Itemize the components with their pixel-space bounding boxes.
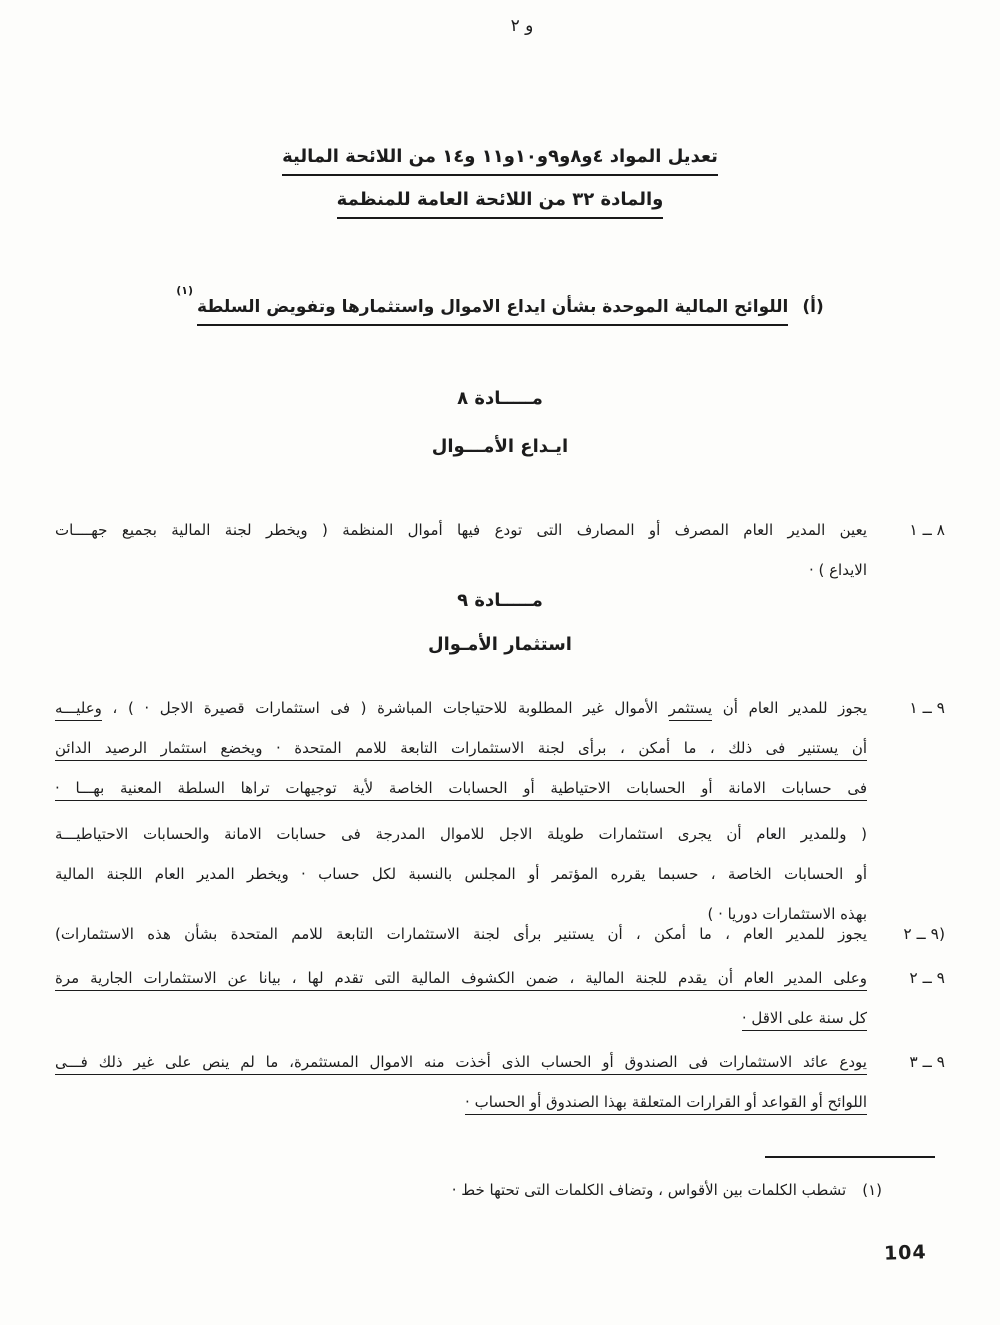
footnote-reference-1: (١) [176, 284, 194, 297]
clause-9-3-body [55, 1042, 867, 1122]
clause-9-3 [55, 1042, 945, 1122]
clause-9-2-number: ٩ ــ ٢ [909, 969, 945, 987]
clause-8-1-line-2: الايداع ) · [808, 561, 867, 579]
title-line-2-wrap [0, 189, 1000, 219]
clause-9-2-line-1 [55, 958, 867, 998]
article-9-heading: مـــــادة ٩ [457, 590, 543, 611]
clause-9-1-seg-3: الأموال غير المطلوبة للاحتياجات المباشرة ( فى استثمارات قصيرة الاجل · ) ، [101, 699, 669, 717]
clause-9-1 [55, 688, 945, 934]
clause-9-3-line-2-underlined: اللوائح أو القواعد أو القرارات المتعلقة بهذا الصندوق أو الحساب · [465, 1093, 867, 1115]
clause-9-2-deleted [55, 914, 945, 954]
clause-9-1-line-2 [55, 728, 867, 768]
clause-9-1-line-2-underlined: أن يستنير فى ذلك ، ما أمكن ، برأى لجنة الاستثمارات التابعة للامم المتحدة · ويخضع استثمار الرصيد الدائن [55, 739, 867, 761]
article-8-heading: مـــــادة ٨ [457, 388, 543, 409]
document-title-block [0, 146, 1000, 232]
clause-9-1-line-3-underlined: فى حسابات الامانة أو الحسابات الاحتياطية أو الحسابات الخاصة لأية توجيهات تراها السلطة المعنية بهـــا · [55, 779, 867, 801]
clause-9-1-line-1 [55, 688, 867, 728]
footnote [452, 1172, 882, 1208]
clause-9-3-line-1 [55, 1042, 867, 1082]
clause-9-3-line-2 [55, 1082, 867, 1122]
footnote-text: تشطب الكلمات بين الأقواس ، وتضاف الكلمات التى تحتها خط · [451, 1181, 847, 1199]
clause-9-1-seg-2-underlined: يستثمر [669, 699, 713, 721]
clause-8-1-number: ٨ ــ ١ [909, 521, 945, 539]
list-marker-a: (أ) [802, 297, 824, 317]
clause-8-1 [55, 510, 945, 590]
clause-9-2-deleted-body [55, 914, 867, 954]
section-a-heading [0, 284, 1000, 326]
article-9-subheading: استثمار الأمـوال [428, 634, 572, 655]
clause-9-2-deleted-text: يجوز للمدير العام ، ما أمكن ، أن يستنير برأى لجنة الاستثمارات التابعة للامم المتحدة بشأن هذه الاستثمارات) [55, 925, 867, 943]
footnote-marker: (١) [862, 1181, 882, 1199]
clause-9-2-line-2 [55, 998, 867, 1038]
clause-9-1-seg-1: يجوز للمدير العام أن [712, 699, 867, 717]
clause-9-3-number: ٩ ــ ٣ [909, 1053, 945, 1071]
clause-9-2-line-2-underlined: كل سنة على الاقل · [742, 1009, 867, 1031]
title-line-1-wrap [0, 146, 1000, 176]
title-line-1: تعديل المواد ٤و٨و٩و١٠و١١ و١٤ من اللائحة المالية [282, 146, 718, 176]
clause-9-2-body [55, 958, 867, 1038]
clause-9-3-line-1-underlined: يودع عائد الاستثمارات فى الصندوق أو الحساب الذى أخذت منه الاموال المستثمرة، ما لم ينص على غير ذلك فـــى [55, 1053, 867, 1075]
section-a-title: اللوائح المالية الموحدة بشأن ايداع الاموال واستثمارها وتفويض السلطة [197, 297, 788, 326]
clause-9-1-paren-line-1: ( وللمدير العام أن يجرى استثمارات طويلة الاجل للاموال المدرجة فى حسابات الامانة والحسابات الاحتياطيـــة [55, 825, 867, 843]
clause-9-2 [55, 958, 945, 1038]
article-8-subheading: ايـداع الأمـــوال [431, 436, 569, 457]
clause-8-1-body [55, 510, 867, 590]
clause-9-1-number: ٩ ــ ١ [909, 699, 945, 717]
footnote-divider [765, 1156, 935, 1158]
clause-9-1-seg-4-underlined: وعليـــه [55, 699, 102, 721]
clause-9-1-paren-line-3: بهذه الاستثمارات دوريا · ) [707, 905, 867, 923]
clause-9-1-line-3 [55, 768, 867, 808]
clause-9-2-line-1-underlined: وعلى المدير العام أن يقدم للجنة المالية ، ضمن الكشوف المالية التى تقدم لها ، بيانا عن الاستثمارات الجارية مرة [55, 969, 867, 991]
clause-8-1-line-1: يعين المدير العام المصرف أو المصارف التى تودع فيها أموال المنظمة ( ويخطر لجنة المالية بجميع جهــــات [55, 521, 867, 539]
clause-9-1-paren-line-2: أو الحسابات الخاصة ، حسبما يقرره المؤتمر أو المجلس بالنسبة لكل حساب · ويخطر المدير العام اللجنة المالية [55, 865, 867, 883]
top-page-annotation: و ٢ [510, 16, 534, 36]
clause-9-2-deleted-number: (٩ ــ ٢ [903, 925, 945, 943]
title-line-2: والمادة ٣٢ من اللائحة العامة للمنظمة [337, 189, 664, 219]
clause-9-1-body [55, 688, 867, 934]
page-number: 104 [883, 1241, 928, 1265]
